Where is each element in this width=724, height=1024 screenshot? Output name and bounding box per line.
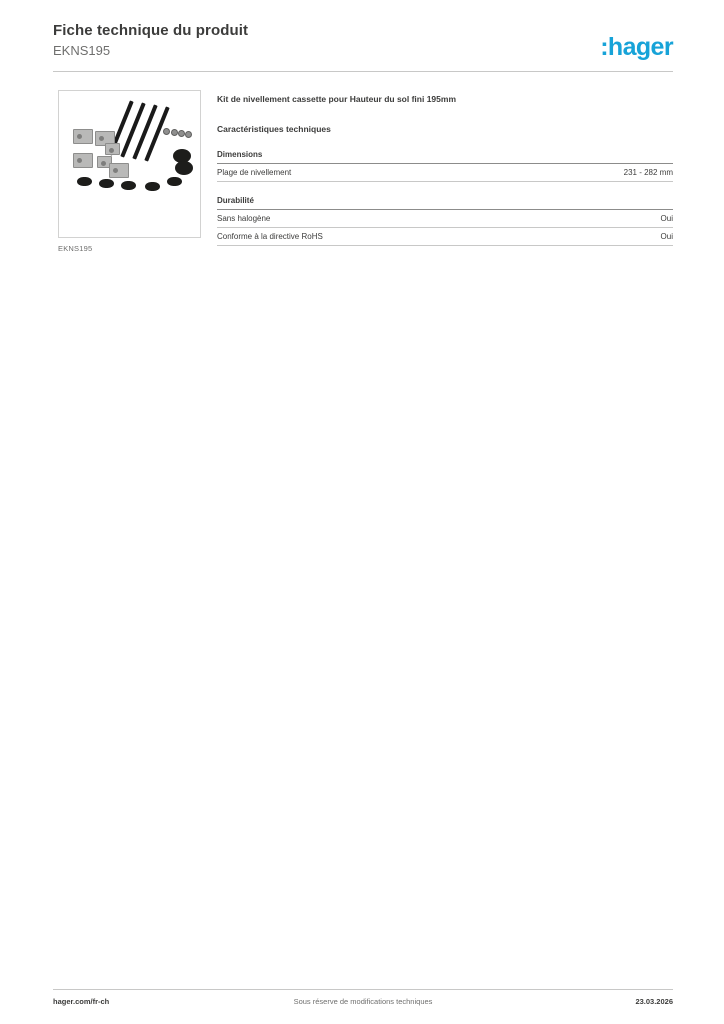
page-header bbox=[53, 22, 673, 70]
spec-row bbox=[217, 164, 673, 182]
foot-icon bbox=[167, 177, 182, 186]
product-image bbox=[58, 90, 201, 238]
product-name: Kit de nivellement cassette pour Hauteur du sol fini 195mm bbox=[217, 94, 457, 104]
hager-logo: :hager bbox=[600, 33, 673, 61]
spec-label: Plage de nivellement bbox=[217, 168, 292, 177]
spec-label: Sans halogène bbox=[217, 214, 271, 223]
washer-icon bbox=[185, 131, 192, 138]
spec-group-title: Durabilité bbox=[217, 195, 673, 210]
product-reference: EKNS195 bbox=[53, 43, 111, 58]
footer-disclaimer: Sous réserve de modifications techniques bbox=[293, 997, 433, 1006]
disc-icon bbox=[175, 161, 193, 175]
rod-icon bbox=[132, 104, 157, 159]
foot-icon bbox=[99, 179, 114, 188]
product-illustration bbox=[59, 91, 200, 237]
spec-value: 231 - 282 mm bbox=[623, 168, 673, 177]
spec-value: Oui bbox=[660, 232, 673, 241]
page-title: Fiche technique du produit bbox=[53, 22, 249, 39]
rod-icon bbox=[120, 102, 145, 157]
foot-icon bbox=[77, 177, 92, 186]
spec-group-dimensions bbox=[217, 149, 673, 182]
bracket-icon bbox=[109, 163, 129, 178]
header-divider bbox=[53, 71, 673, 72]
spec-row bbox=[217, 228, 673, 246]
bracket-icon bbox=[73, 153, 93, 168]
washer-icon bbox=[178, 130, 185, 137]
spec-row bbox=[217, 210, 673, 228]
foot-icon bbox=[121, 181, 136, 190]
bracket-icon bbox=[73, 129, 93, 144]
footer-website-link[interactable]: hager.com/fr-ch bbox=[53, 997, 110, 1006]
section-title: Caractéristiques techniques bbox=[217, 124, 331, 134]
foot-icon bbox=[145, 182, 160, 191]
image-caption: EKNS195 bbox=[58, 244, 93, 253]
footer-divider bbox=[53, 989, 673, 990]
spec-value: Oui bbox=[660, 214, 673, 223]
footer-date: 23.03.2026 bbox=[635, 997, 673, 1006]
bracket-icon bbox=[105, 143, 120, 155]
washer-icon bbox=[171, 129, 178, 136]
washer-icon bbox=[163, 128, 170, 135]
spec-group-durability bbox=[217, 195, 673, 246]
spec-group-title: Dimensions bbox=[217, 149, 673, 164]
specifications-panel bbox=[217, 93, 673, 246]
spec-label: Conforme à la directive RoHS bbox=[217, 232, 323, 241]
